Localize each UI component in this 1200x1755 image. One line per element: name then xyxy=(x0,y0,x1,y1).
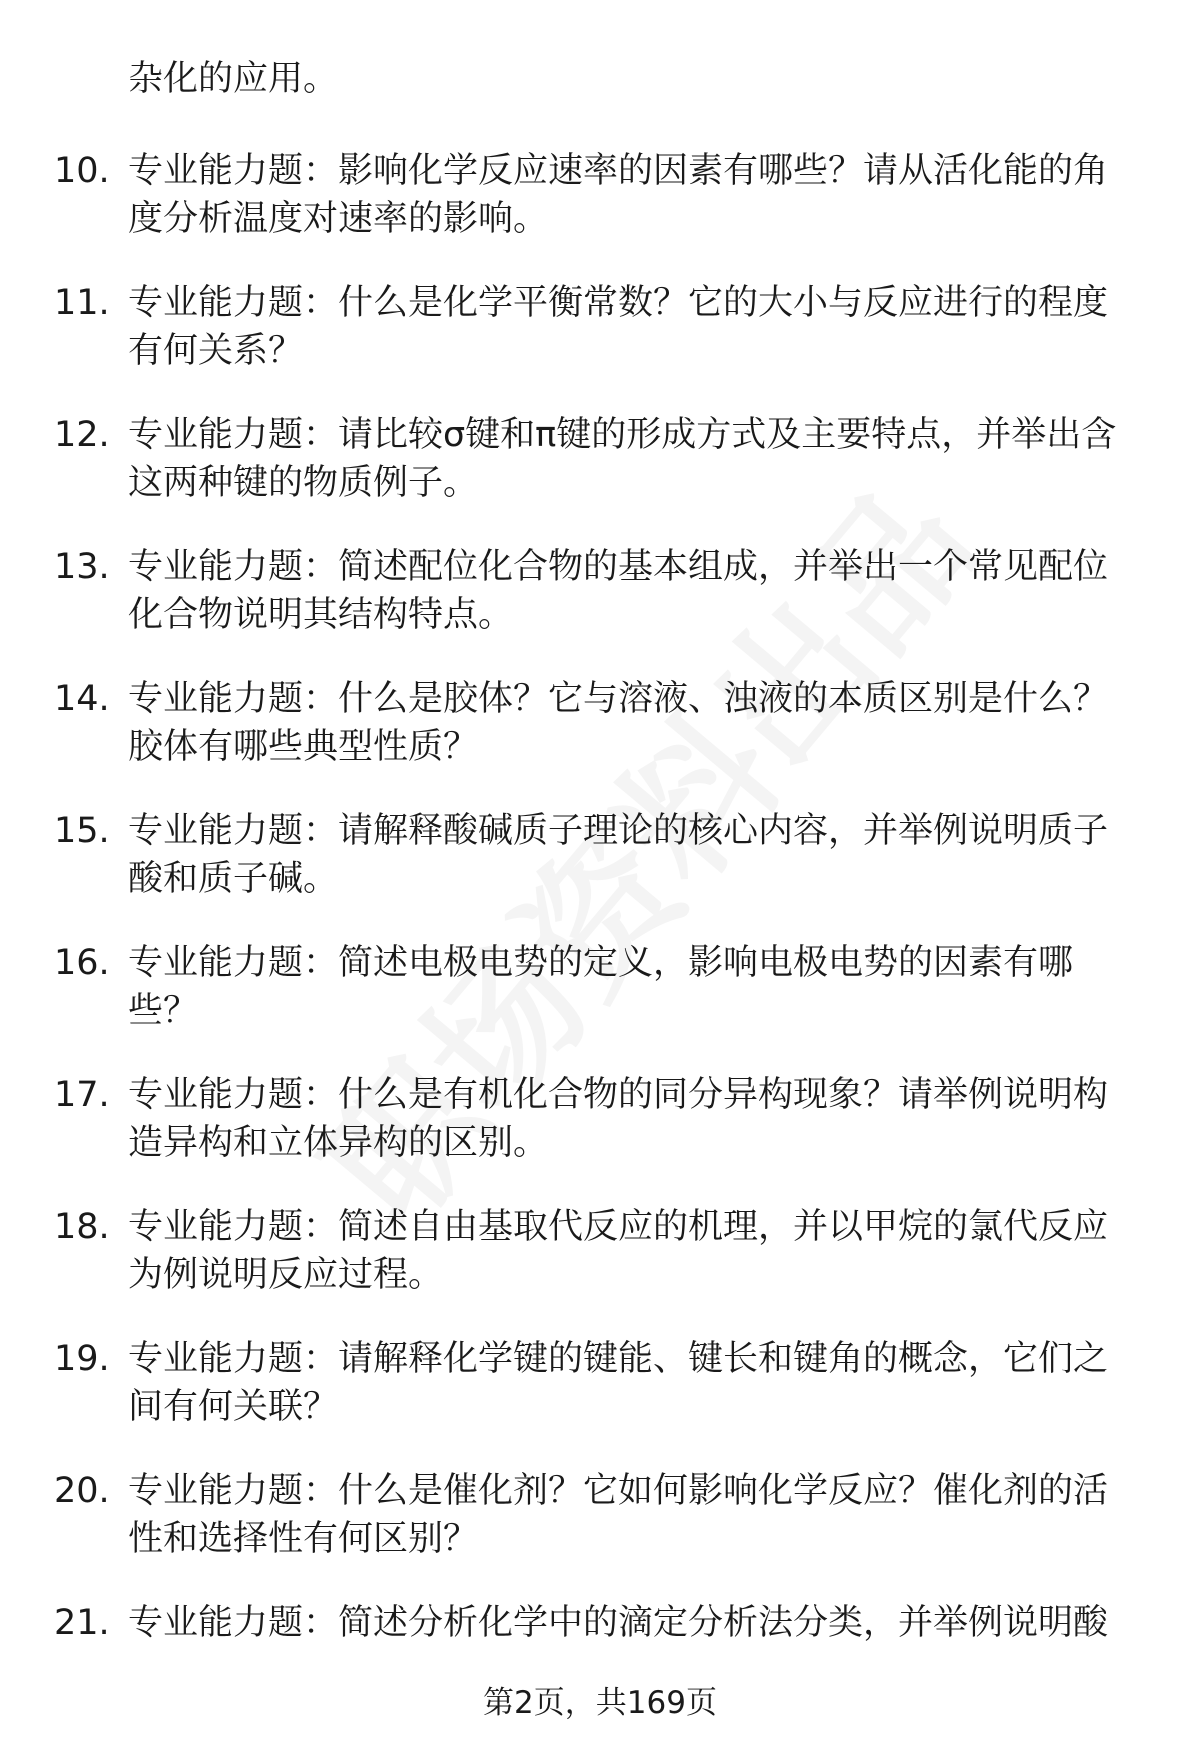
question-text xyxy=(128,807,1158,903)
question-line: 专业能力题：影响化学反应速率的因素有哪些？请从活化能的角 xyxy=(128,151,1109,191)
question-line: 度分析温度对速率的影响。 xyxy=(128,199,549,239)
question-text xyxy=(128,675,1158,771)
question-number: 14. xyxy=(54,679,110,719)
question-line: 专业能力题：请比较σ键和π键的形成方式及主要特点，并举出含 xyxy=(128,415,1117,455)
question-line: 专业能力题：简述配位化合物的基本组成，并举出一个常见配位 xyxy=(128,547,1109,587)
continuation-text: 杂化的应用。 xyxy=(128,59,339,99)
question-line: 为例说明反应过程。 xyxy=(128,1255,444,1295)
question-item xyxy=(0,279,1200,411)
question-number: 21. xyxy=(54,1603,110,1643)
question-text xyxy=(128,411,1158,507)
question-list xyxy=(0,147,1200,1731)
question-text xyxy=(128,1467,1158,1563)
question-text xyxy=(128,1203,1158,1299)
question-text xyxy=(128,1599,1158,1647)
question-text xyxy=(128,1071,1158,1167)
question-line: 专业能力题：简述分析化学中的滴定分析法分类，并举例说明酸 xyxy=(128,1603,1109,1643)
question-item xyxy=(0,939,1200,1071)
question-line: 间有何关联？ xyxy=(128,1387,339,1427)
question-line: 专业能力题：请解释化学键的键能、键长和键角的概念，它们之 xyxy=(128,1339,1109,1379)
question-text xyxy=(128,543,1158,639)
question-line: 专业能力题：什么是化学平衡常数？它的大小与反应进行的程度 xyxy=(128,283,1109,323)
question-number: 19. xyxy=(54,1339,110,1379)
question-item xyxy=(0,675,1200,807)
question-number: 11. xyxy=(54,283,110,323)
question-number: 16. xyxy=(54,943,110,983)
question-line: 专业能力题：请解释酸碱质子理论的核心内容，并举例说明质子 xyxy=(128,811,1109,851)
question-line: 胶体有哪些典型性质？ xyxy=(128,727,479,767)
question-item xyxy=(0,807,1200,939)
question-line: 化合物说明其结构特点。 xyxy=(128,595,514,635)
question-text xyxy=(128,939,1158,1035)
question-line: 性和选择性有何区别？ xyxy=(128,1519,479,1559)
question-number: 15. xyxy=(54,811,110,851)
question-number: 13. xyxy=(54,547,110,587)
question-item xyxy=(0,1071,1200,1203)
question-line: 这两种键的物质例子。 xyxy=(128,463,479,503)
question-line: 有何关系？ xyxy=(128,331,304,371)
question-item xyxy=(0,1203,1200,1335)
question-line: 造异构和立体异构的区别。 xyxy=(128,1123,549,1163)
question-item xyxy=(0,147,1200,279)
question-item xyxy=(0,543,1200,675)
question-number: 18. xyxy=(54,1207,110,1247)
question-line: 些？ xyxy=(128,991,199,1031)
question-line: 酸和质子碱。 xyxy=(128,859,339,899)
question-item xyxy=(0,411,1200,543)
question-number: 12. xyxy=(54,415,110,455)
question-line: 专业能力题：简述电极电势的定义，影响电极电势的因素有哪 xyxy=(128,943,1074,983)
question-number: 20. xyxy=(54,1471,110,1511)
question-item xyxy=(0,1467,1200,1599)
question-line: 专业能力题：什么是催化剂？它如何影响化学反应？催化剂的活 xyxy=(128,1471,1109,1511)
question-item xyxy=(0,1335,1200,1467)
question-text xyxy=(128,279,1158,375)
question-text xyxy=(128,147,1158,243)
question-line: 专业能力题：简述自由基取代反应的机理，并以甲烷的氯代反应 xyxy=(128,1207,1109,1247)
question-text xyxy=(128,1335,1158,1431)
question-number: 17. xyxy=(54,1075,110,1115)
page-footer: 第2页，共169页 xyxy=(483,1685,717,1721)
question-line: 专业能力题：什么是有机化合物的同分异构现象？请举例说明构 xyxy=(128,1075,1109,1115)
question-number: 10. xyxy=(54,151,110,191)
question-line: 专业能力题：什么是胶体？它与溶液、浊液的本质区别是什么？ xyxy=(128,679,1109,719)
